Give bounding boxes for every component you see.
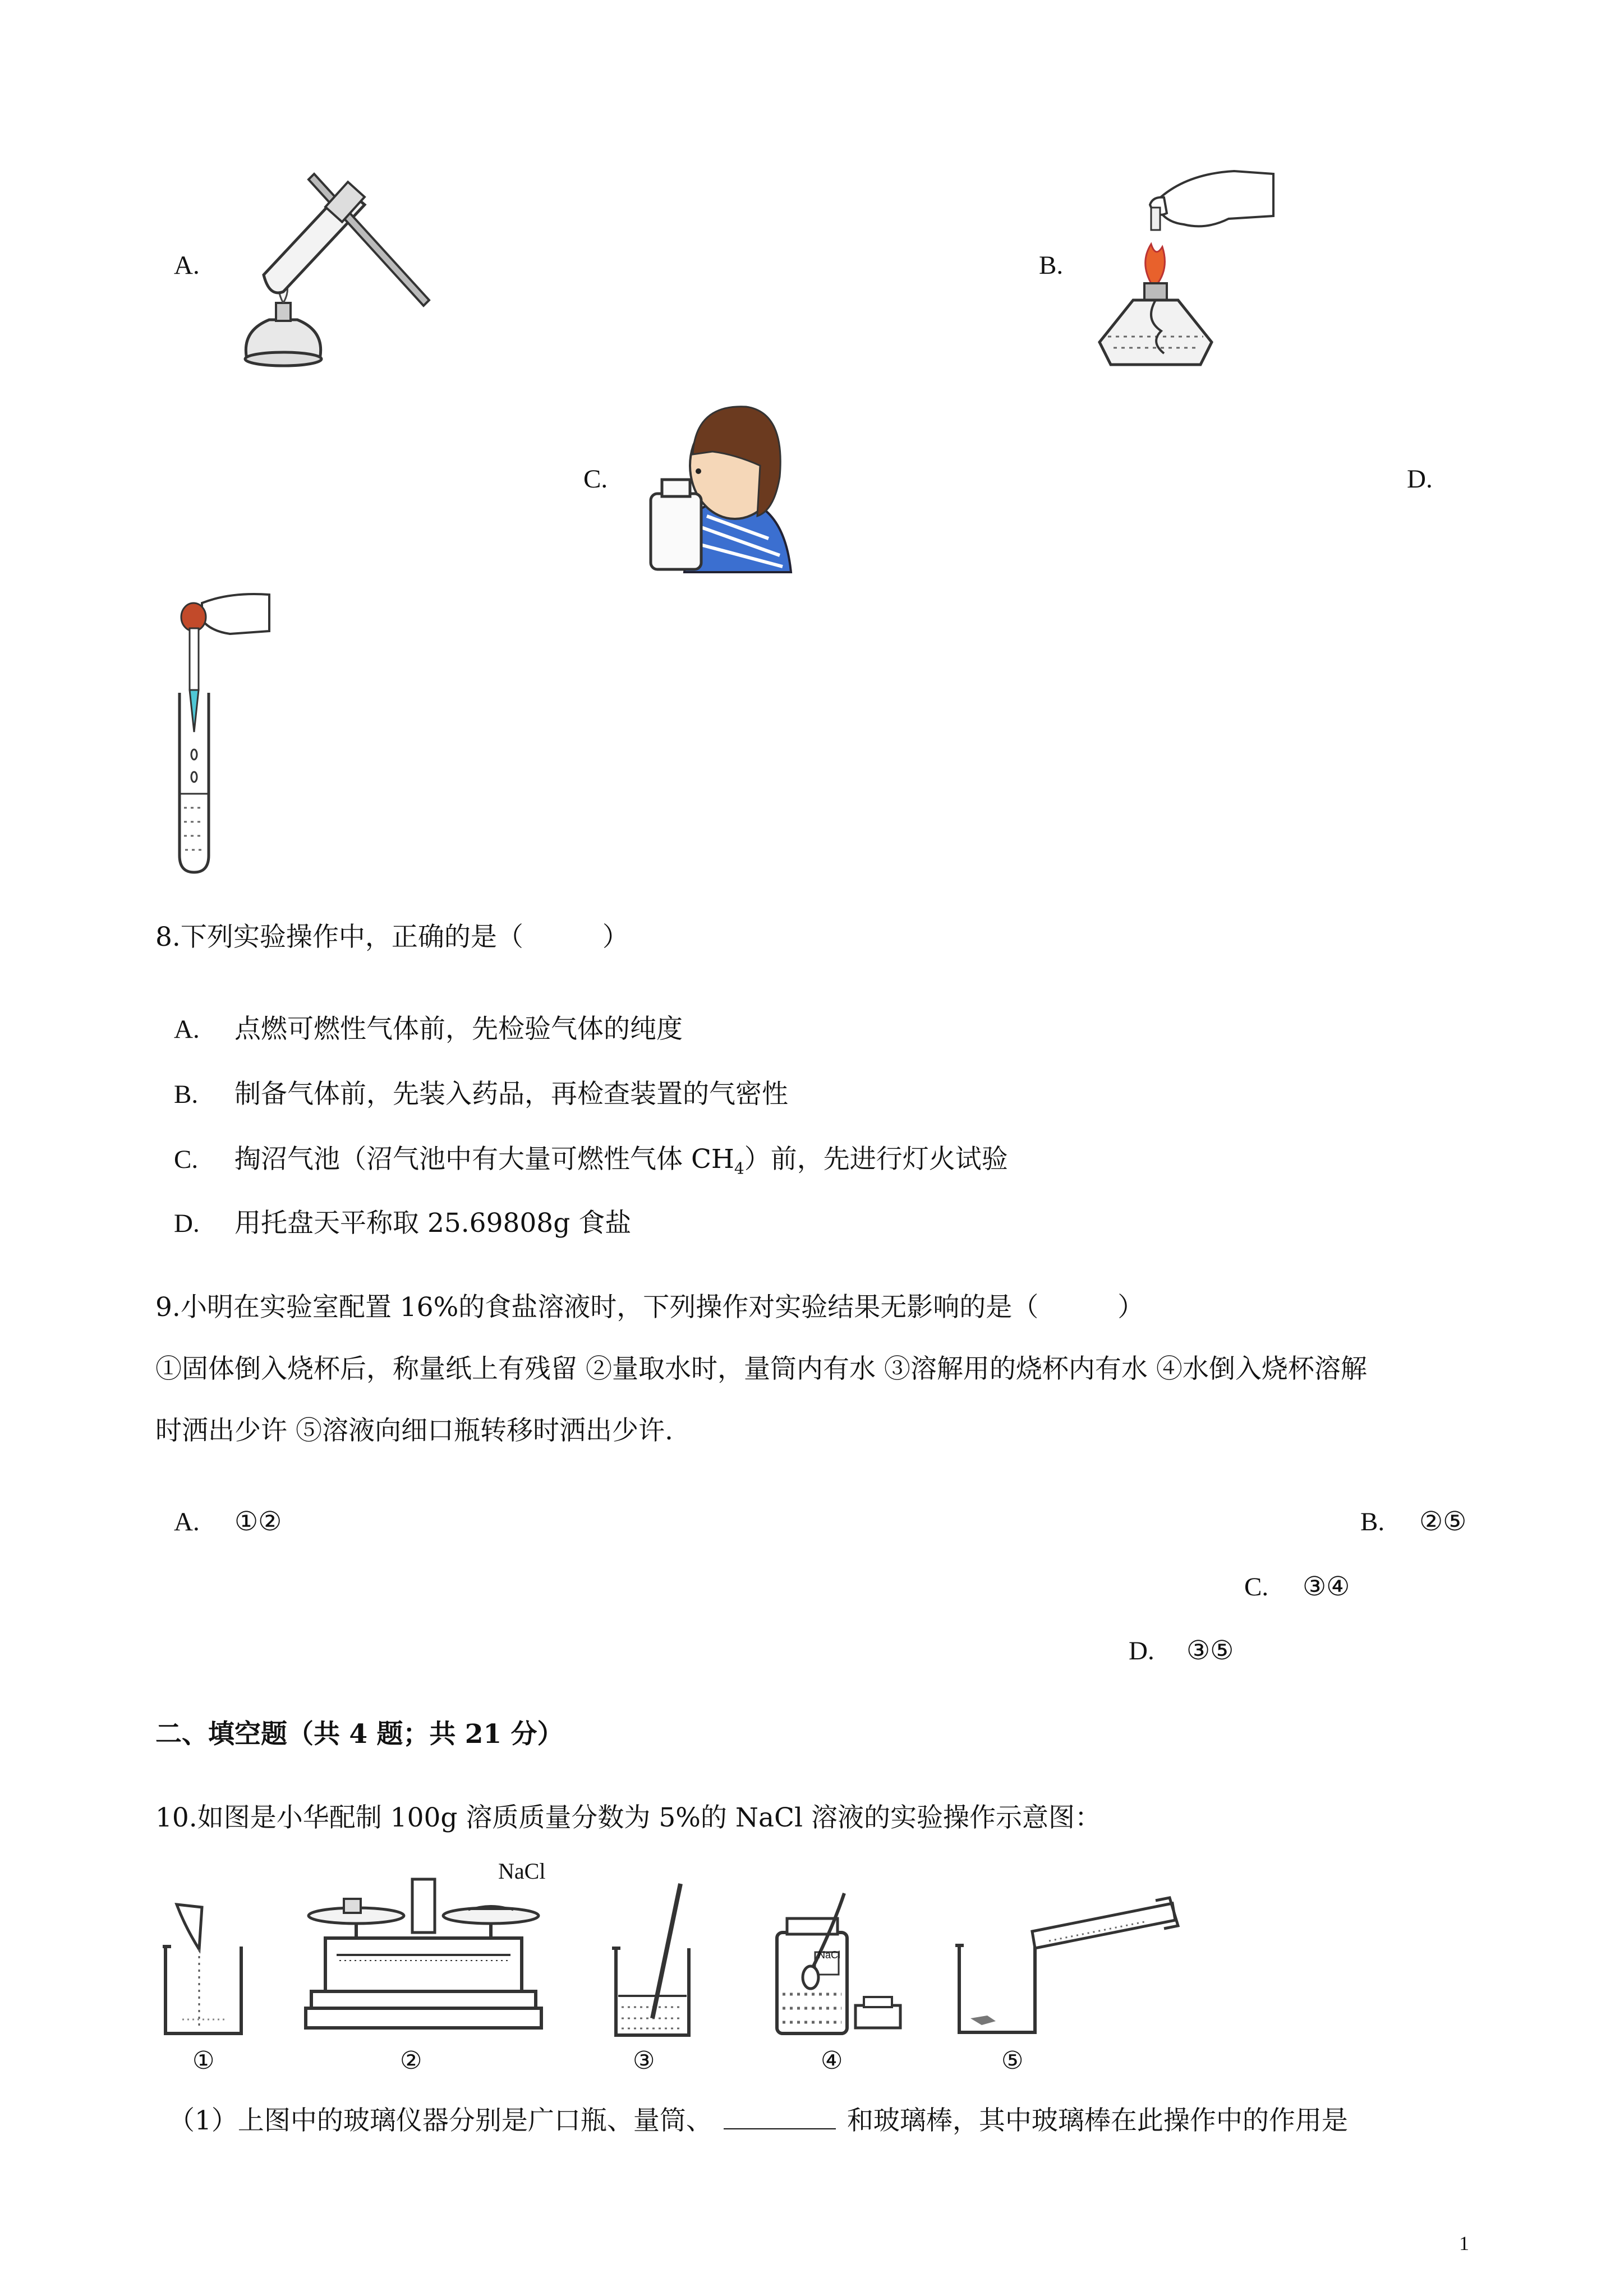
balance-scale-icon <box>306 1876 553 2039</box>
q7-option-b-letter: B. <box>1039 251 1064 280</box>
q8-option-c-letter: C. <box>174 1145 199 1174</box>
q9-line-2: ①固体倒入烧杯后，称量纸上有残留 ②量取水时，量筒内有水 ③溶解用的烧杯内有水 ④水倒入烧杯溶解 <box>155 1354 1367 1384</box>
q10-jar-label: NaCl <box>818 1949 841 1961</box>
q10-step-5: ⑤ <box>1001 2046 1024 2075</box>
q8-option-d-text: 用托盘天平称取 25.69808g 食盐 <box>234 1208 632 1239</box>
q8-option-a-letter: A. <box>174 1015 200 1044</box>
q7-option-a-letter: A. <box>174 251 200 280</box>
q8-option-d-letter: D. <box>174 1209 200 1238</box>
q10-step-4: ④ <box>821 2046 843 2075</box>
alcohol-lamp-lighting-icon <box>1099 163 1279 376</box>
beaker-pour-icon <box>160 1899 250 2039</box>
q8-option-b-text: 制备气体前，先装入药品，再检查装置的气密性 <box>234 1079 788 1110</box>
q9-option-b-text: ②⑤ <box>1419 1506 1467 1537</box>
q9-option-c-text: ③④ <box>1303 1571 1350 1602</box>
q10-stem: 10.如图是小华配制 100g 溶质质量分数为 5%的 NaCl 溶液的实验操作示意图： <box>155 1802 1101 1833</box>
q8-stem: 8.下列实验操作中，正确的是（ ） <box>155 922 629 953</box>
q9-option-b-letter: B. <box>1360 1507 1385 1536</box>
q10-sub-1 <box>168 2105 1348 2137</box>
test-tube-heating-icon <box>230 163 443 370</box>
q10-step-2: ② <box>400 2046 422 2075</box>
q10-sub-1-before: （1）上图中的玻璃仪器分别是广口瓶、量筒、 <box>168 2105 712 2136</box>
q8-option-c-text-after: ）前，先进行灯火试验 <box>744 1144 1008 1175</box>
answer-blank[interactable] <box>724 2106 836 2129</box>
q9-stem: 9.小明在实验室配置 16%的食盐溶液时，下列操作对实验结果无影响的是（ ） <box>155 1292 1144 1323</box>
ch4-subscript: 4 <box>734 1159 744 1178</box>
q8-option-a-text: 点燃可燃性气体前，先检验气体的纯度 <box>234 1014 683 1045</box>
q9-option-a-letter: A. <box>174 1507 200 1536</box>
q10-sub-1-after: 和玻璃棒，其中玻璃棒在此操作中的作用是 <box>846 2105 1348 2136</box>
page-number: 1 <box>1459 2232 1469 2254</box>
q7-option-d-letter: D. <box>1407 464 1433 494</box>
beaker-stir-icon <box>610 1884 706 2041</box>
q9-line-3: 时洒出少许 ⑤溶液向细口瓶转移时洒出少许. <box>155 1415 673 1446</box>
q9-option-d-letter: D. <box>1129 1636 1154 1665</box>
q10-nacl-label: NaCl <box>498 1858 546 1884</box>
q7-option-c-letter: C. <box>583 464 608 494</box>
q8-option-c-text <box>234 1143 1008 1185</box>
q8-option-c-text-before: 掏沼气池（沼气池中有大量可燃性气体 CH <box>234 1144 734 1175</box>
cylinder-pour-icon <box>954 1901 1178 2041</box>
q9-option-c-letter: C. <box>1244 1572 1269 1602</box>
q9-option-a-text: ①② <box>234 1506 282 1537</box>
q9-option-d-text: ③⑤ <box>1186 1635 1234 1666</box>
smelling-gas-icon <box>640 387 797 572</box>
q10-step-3: ③ <box>633 2046 655 2075</box>
q8-option-b-letter: B. <box>174 1080 199 1109</box>
section-2-heading: 二、填空题（共 4 题；共 21 分） <box>155 1719 564 1750</box>
dropper-test-tube-icon <box>168 592 280 875</box>
q10-step-1: ① <box>192 2046 215 2075</box>
